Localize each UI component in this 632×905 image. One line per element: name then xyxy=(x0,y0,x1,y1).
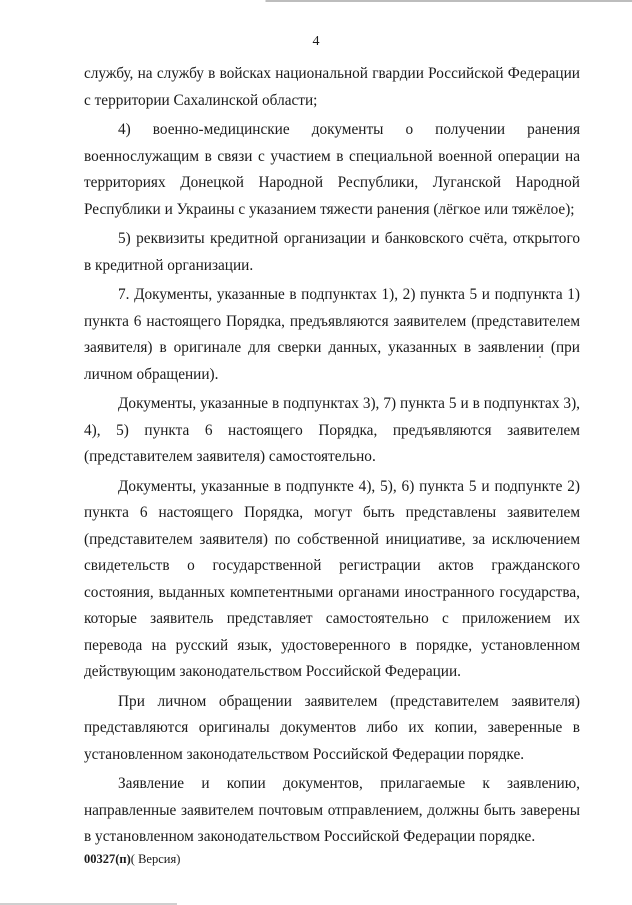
page-number: 4 xyxy=(312,34,320,49)
paragraph-postal: Заявление и копии документов, прилагаемые к заявлению, направленные заявителем почтовым отправлением, должны быть заверены в установленном законодательством Российской Федерации порядке. xyxy=(84,775,580,845)
document-version-label: ( Версия) xyxy=(130,852,181,866)
document-body xyxy=(84,61,580,854)
document-footer xyxy=(84,852,180,867)
paragraph-item-4: 4) военно-медицинские документы о получении ранения военнослужащим в связи с участием в специальной военной операции на территориях Донецкой Народной Республики, Луганской Народной Республики и Украины с указанием тяжести ранения (лёгкое или тяжёлое); xyxy=(84,121,580,218)
scan-edge-top xyxy=(0,0,632,2)
scan-speck xyxy=(539,356,541,358)
paragraph-documents-self: Документы, указанные в подпунктах 3), 7) пункта 5 и в подпунктах 3), 4), 5) пункта 6 настоящего Порядка, предъявляются заявителем (представителем заявителя) самостоятельно. xyxy=(84,395,580,465)
paragraph-documents-initiative: Документы, указанные в подпункте 4), 5), 6) пункта 5 и подпункте 2) пункта 6 настоящего Порядка, могут быть представлены заявителем (представителем заявителя) по собственной инициативе, за исключением свидетельств о государственной регистрации актов гражданского состояния, выданных компетентными органами иностранного государства, которые заявитель представляет самостоятельно с приложением их перевода на русский язык, удостоверенного в порядке, установленном действующим законодательством Российской Федерации. xyxy=(84,477,580,680)
paragraph-clause-7: 7. Документы, указанные в подпунктах 1), 2) пункта 5 и подпункта 1) пункта 6 настоящего Порядка, предъявляются заявителем (представителем заявителя) в оригинале для сверки данных, указанных в заявлении (при личном обращении). xyxy=(84,286,580,383)
paragraph-item-5: 5) реквизиты кредитной организации и банковского счёта, открытого в кредитной организации. xyxy=(84,230,580,274)
paragraph-continuation: службу, на службу в войсках национальной гвардии Российской Федерации с территории Сахалинской области; xyxy=(84,65,580,109)
paragraph-personal-visit: При личном обращении заявителем (представителем заявителя) представляются оригиналы документов либо их копии, заверенные в установленном законодательством Российской Федерации порядке. xyxy=(84,692,580,763)
document-code: 00327(п) xyxy=(84,852,131,866)
